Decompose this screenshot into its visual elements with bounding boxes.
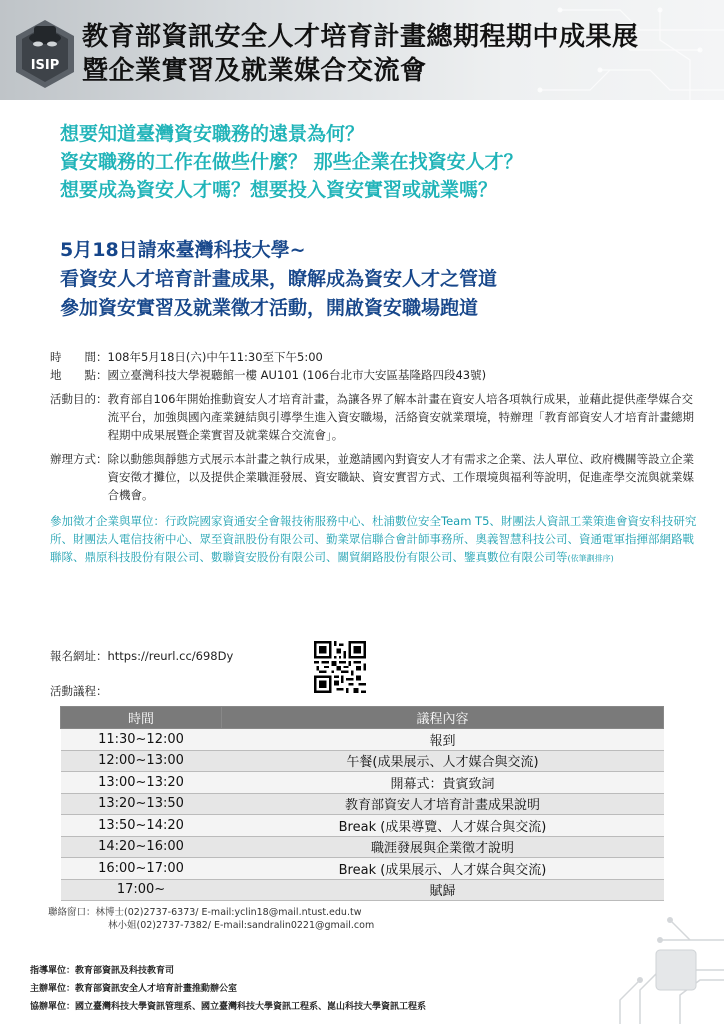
place-value: 國立臺灣科技大學視聽館一樓 AU101 (106台北市大安區基隆路四段43號) xyxy=(107,368,487,382)
contact-line-1: 聯絡窗口：林博士(02)2737-6373/ E-mail:yclin18@mail.ntust.edu.tw xyxy=(48,907,362,918)
contact-block xyxy=(48,906,374,932)
registration-url-link[interactable]: https://reurl.cc/698Dy xyxy=(107,649,234,663)
registration-qr-code xyxy=(314,641,366,693)
registration-label: 報名網址： xyxy=(50,649,108,663)
table-row xyxy=(61,772,664,794)
method-value: 除以動態與靜態方式展示本計畫之執行成果，並邀請國內對資安人才有需求之企業、法人單位、政府機關等設立企業資安徵才攤位，以及提供企業職涯發展、資安職缺、資安實習方式、工作環境與福利等說明，促進產學交流與就業媒合機會。 xyxy=(107,452,694,502)
purpose-value: 教育部自106年開始推動資安人才培育計畫，為讓各界了解本計畫在資安人培各項執行成果，並藉此提供產學媒合交流平台，加強與國內產業鏈結與引導學生進入資安職場，活絡資安就業環境，特辦理「教育部資安人才培育計畫總期程期中成果展暨企業實習及就業媒合交流會」。 xyxy=(107,392,694,442)
question-2: 資安職務的工作在做些什麼？ 那些企業在找資安人才？ xyxy=(60,151,523,173)
question-3: 想要成為資安人才嗎？想要投入資安實習或就業嗎？ xyxy=(60,179,498,201)
agenda-time: 13:20~13:50 xyxy=(61,793,222,815)
organizers-block xyxy=(30,962,426,1016)
agenda-content: 職涯發展與企業徵才說明 xyxy=(222,836,664,858)
agenda-header-row xyxy=(61,707,664,729)
invitation-line-3: 參加資安實習及就業徵才活動，開啟資安職場跑道 xyxy=(60,297,479,319)
agenda-time: 16:00~17:00 xyxy=(61,858,222,880)
agenda-content: 開幕式：貴賓致詞 xyxy=(222,772,664,794)
organizer-host: 主辦單位：教育部資訊安全人才培育計畫推動辦公室 xyxy=(30,984,238,994)
table-row xyxy=(61,836,664,858)
agenda-time: 12:00~13:00 xyxy=(61,750,222,772)
purpose-row xyxy=(50,390,700,444)
partners-paragraph xyxy=(50,512,700,568)
table-row xyxy=(61,750,664,772)
agenda-time: 11:30~12:00 xyxy=(61,729,222,751)
questions-block xyxy=(60,120,523,204)
table-row xyxy=(61,858,664,880)
partners-note: (依筆劃排序) xyxy=(567,554,614,563)
title-line-1: 教育部資訊安全人才培育計畫總期程期中成果展 xyxy=(82,22,639,52)
place-row xyxy=(50,366,700,384)
circuit-chip-decoration xyxy=(560,900,724,1024)
table-row xyxy=(61,815,664,837)
page-title xyxy=(82,20,639,88)
logo-text: ISIP xyxy=(30,58,60,73)
partners-label: 參加徵才企業與單位： xyxy=(50,514,165,528)
agenda-content: Break (成果展示、人才媒合與交流) xyxy=(222,858,664,880)
partners-value: 行政院國家資通安全會報技術服務中心、杜浦數位安全Team T5、財團法人資訊工業策進會資安科技研究所、財團法人電信技術中心、眾至資訊股份有限公司、勤業眾信聯合會計師事務所、奧義智慧科技公司、資通電軍指揮部網路戰聯隊、鼎原科技股份有限公司、數聯資安股份有限公司、關貿網路股份有限公司、鑒真數位有限公司等 xyxy=(50,514,697,564)
invitation-line-1: 5月18日請來臺灣科技大學~ xyxy=(60,239,306,261)
agenda-time: 13:50~14:20 xyxy=(61,815,222,837)
table-row xyxy=(61,793,664,815)
agenda-time: 14:20~16:00 xyxy=(61,836,222,858)
header-banner xyxy=(0,0,724,100)
contact-line-2: 林小姐(02)2737-7382/ E-mail:sandralin0221@gmail.com xyxy=(108,920,375,931)
title-line-2: 暨企業實習及就業媒合交流會 xyxy=(82,56,427,86)
method-label: 辦理方式： xyxy=(50,452,108,466)
agenda-content: 午餐(成果展示、人才媒合與交流) xyxy=(222,750,664,772)
organizer-co-host: 協辦單位：國立臺灣科技大學資訊管理系、國立臺灣科技大學資訊工程系、崑山科技大學資訊工程系 xyxy=(30,1002,427,1012)
table-row xyxy=(61,879,664,901)
isip-logo xyxy=(10,14,80,94)
time-row xyxy=(50,348,700,366)
question-1: 想要知道臺灣資安職務的遠景為何？ xyxy=(60,123,365,145)
table-row xyxy=(61,729,664,751)
agenda-table xyxy=(60,706,664,901)
agenda-content: Break (成果導覽、人才媒合與交流) xyxy=(222,815,664,837)
agenda-content: 報到 xyxy=(222,729,664,751)
time-value: 108年5月18日(六)中午11:30至下午5:00 xyxy=(107,350,323,364)
registration-row xyxy=(50,648,233,664)
organizer-guidance: 指導單位：教育部資訊及科技教育司 xyxy=(30,966,175,976)
agenda-content: 教育部資安人才培育計畫成果說明 xyxy=(222,793,664,815)
place-label: 地 點： xyxy=(50,368,108,382)
time-label: 時 間： xyxy=(50,350,108,364)
agenda-col-content: 議程內容 xyxy=(222,707,664,729)
method-row xyxy=(50,450,700,504)
purpose-label: 活動目的： xyxy=(50,392,108,406)
event-info xyxy=(50,348,700,568)
agenda-content: 賦歸 xyxy=(222,879,664,901)
agenda-time: 17:00~ xyxy=(61,879,222,901)
invitation-block xyxy=(60,236,497,323)
agenda-time: 13:00~13:20 xyxy=(61,772,222,794)
agenda-col-time: 時間 xyxy=(61,707,222,729)
invitation-line-2: 看資安人才培育計畫成果，瞭解成為資安人才之管道 xyxy=(60,268,498,290)
agenda-label: 活動議程： xyxy=(50,684,108,698)
